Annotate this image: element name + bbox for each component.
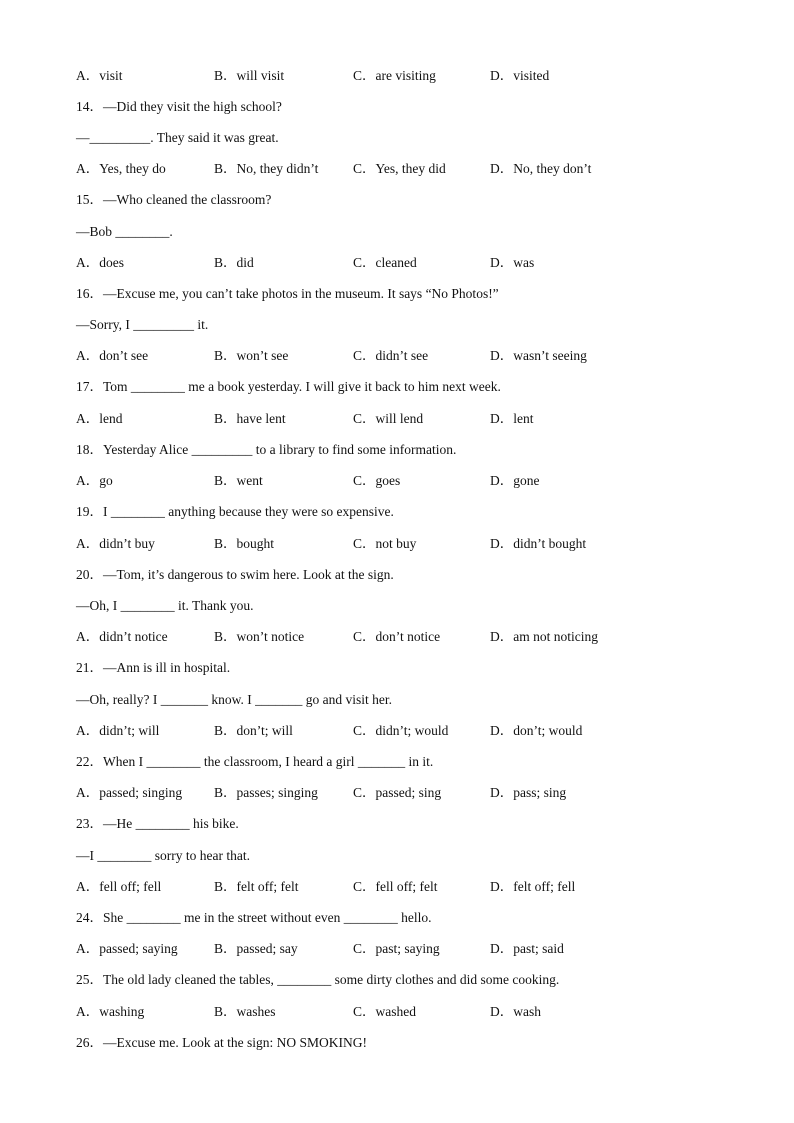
question-line: 26．—Excuse me. Look at the sign: NO SMOKING! bbox=[76, 1035, 367, 1050]
answer-options bbox=[76, 877, 776, 897]
option-a: A．washing bbox=[76, 1004, 145, 1019]
option-d: D．felt off; fell bbox=[490, 879, 576, 894]
option-b: B．will visit bbox=[214, 68, 285, 83]
option-c: C．goes bbox=[353, 473, 401, 488]
option-a: A．don’t see bbox=[76, 348, 149, 363]
question-line: 16．—Excuse me, you can’t take photos in the museum. It says “No Photos!” bbox=[76, 286, 499, 301]
question-line: 24．She ________ me in the street without even ________ hello. bbox=[76, 910, 432, 925]
answer-options bbox=[76, 939, 776, 959]
option-b: B．went bbox=[214, 473, 263, 488]
option-b: B．felt off; felt bbox=[214, 879, 299, 894]
option-b: B．No, they didn’t bbox=[214, 161, 319, 176]
option-a: A．passed; singing bbox=[76, 785, 183, 800]
option-a: A．visit bbox=[76, 68, 123, 83]
option-a: A．lend bbox=[76, 411, 123, 426]
option-c: C．cleaned bbox=[353, 255, 417, 270]
question-line: 20．—Tom, it’s dangerous to swim here. Look at the sign. bbox=[76, 567, 394, 582]
option-c: C．passed; sing bbox=[353, 785, 442, 800]
option-b: B．did bbox=[214, 255, 254, 270]
option-b: B．don’t; will bbox=[214, 723, 293, 738]
answer-options bbox=[76, 346, 776, 366]
option-b: B．passed; say bbox=[214, 941, 298, 956]
option-a: A．go bbox=[76, 473, 113, 488]
option-c: C．not buy bbox=[353, 536, 417, 551]
option-c: C．are visiting bbox=[353, 68, 436, 83]
option-d: D．pass; sing bbox=[490, 785, 567, 800]
answer-options bbox=[76, 721, 776, 741]
question-line: 18．Yesterday Alice _________ to a library to find some information. bbox=[76, 442, 457, 457]
question-line: —Oh, really? I _______ know. I _______ go and visit her. bbox=[76, 692, 392, 707]
question-line: —I ________ sorry to hear that. bbox=[76, 848, 250, 863]
option-d: D．gone bbox=[490, 473, 540, 488]
question-line: —Sorry, I _________ it. bbox=[76, 317, 209, 332]
option-b: B．won’t notice bbox=[214, 629, 305, 644]
question-line: 15．—Who cleaned the classroom? bbox=[76, 192, 272, 207]
option-b: B．won’t see bbox=[214, 348, 289, 363]
answer-options bbox=[76, 159, 776, 179]
question-line: —_________. They said it was great. bbox=[76, 130, 279, 145]
option-a: A．Yes, they do bbox=[76, 161, 166, 176]
option-a: A．didn’t; will bbox=[76, 723, 160, 738]
option-a: A．does bbox=[76, 255, 124, 270]
answer-options bbox=[76, 783, 776, 803]
option-a: A．didn’t buy bbox=[76, 536, 155, 551]
answer-options bbox=[76, 471, 776, 491]
option-a: A．didn’t notice bbox=[76, 629, 168, 644]
answer-options bbox=[76, 627, 776, 647]
option-b: B．washes bbox=[214, 1004, 276, 1019]
option-b: B．bought bbox=[214, 536, 275, 551]
question-line: 23．—He ________ his bike. bbox=[76, 816, 239, 831]
option-d: D．past; said bbox=[490, 941, 564, 956]
option-a: A．passed; saying bbox=[76, 941, 178, 956]
question-line: 22．When I ________ the classroom, I heard a girl _______ in it. bbox=[76, 754, 434, 769]
option-c: C．didn’t; would bbox=[353, 723, 449, 738]
question-line: —Oh, I ________ it. Thank you. bbox=[76, 598, 254, 613]
answer-options bbox=[76, 253, 776, 273]
option-d: D．don’t; would bbox=[490, 723, 583, 738]
question-line: 19．I ________ anything because they were so expensive. bbox=[76, 504, 394, 519]
question-line: 21．—Ann is ill in hospital. bbox=[76, 660, 231, 675]
option-d: D．was bbox=[490, 255, 535, 270]
option-d: D．wasn’t seeing bbox=[490, 348, 587, 363]
option-c: C．past; saying bbox=[353, 941, 440, 956]
answer-options bbox=[76, 1002, 776, 1022]
option-b: B．passes; singing bbox=[214, 785, 318, 800]
answer-options bbox=[76, 66, 776, 86]
option-d: D．didn’t bought bbox=[490, 536, 587, 551]
option-c: C．will lend bbox=[353, 411, 424, 426]
option-c: C．Yes, they did bbox=[353, 161, 446, 176]
option-c: C．fell off; felt bbox=[353, 879, 438, 894]
option-b: B．have lent bbox=[214, 411, 286, 426]
option-d: D．visited bbox=[490, 68, 550, 83]
option-a: A．fell off; fell bbox=[76, 879, 162, 894]
option-c: C．didn’t see bbox=[353, 348, 429, 363]
option-c: C．don’t notice bbox=[353, 629, 441, 644]
option-d: D．am not noticing bbox=[490, 629, 598, 644]
option-d: D．No, they don’t bbox=[490, 161, 592, 176]
question-line: —Bob ________. bbox=[76, 224, 173, 239]
answer-options bbox=[76, 409, 776, 429]
option-d: D．lent bbox=[490, 411, 534, 426]
question-line: 14．—Did they visit the high school? bbox=[76, 99, 282, 114]
question-line: 17．Tom ________ me a book yesterday. I will give it back to him next week. bbox=[76, 379, 501, 394]
question-line: 25．The old lady cleaned the tables, ________ some dirty clothes and did some cooking. bbox=[76, 972, 560, 987]
option-d: D．wash bbox=[490, 1004, 541, 1019]
option-c: C．washed bbox=[353, 1004, 416, 1019]
answer-options bbox=[76, 534, 776, 554]
